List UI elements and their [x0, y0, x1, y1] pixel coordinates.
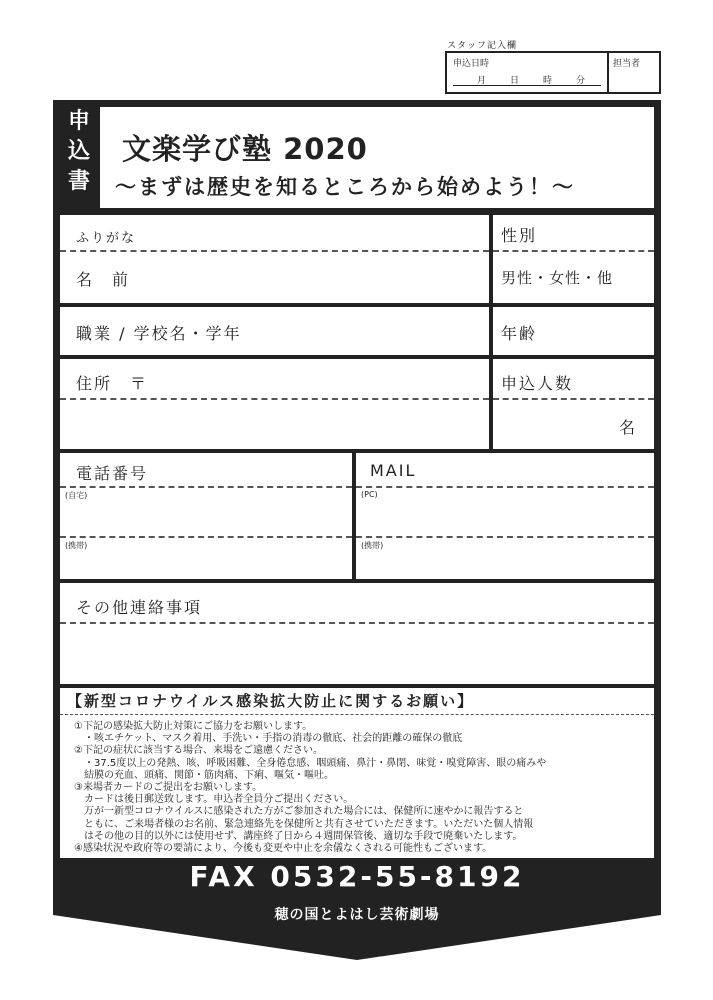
other-label: その他連絡事項: [76, 598, 203, 617]
venue-name: 穂の国とよはし芸術劇場: [274, 907, 440, 923]
page-title: 文楽学び塾 2020: [122, 132, 368, 166]
notice-line: ・咳エチケット、マスク着用、手洗い・手指の消毒の徹底、社会的距離の確保の徹底: [74, 733, 463, 745]
notice-line: カードは後日郵送致します。申込者全員分ご提出ください。: [74, 794, 354, 806]
applicants-cell[interactable]: [493, 359, 654, 449]
address-cell[interactable]: [60, 359, 489, 449]
mail-cell[interactable]: [356, 453, 654, 579]
staff-date-label: 申込日時: [453, 59, 490, 69]
notice-line: 万が一新型コロナウイルスに感染された方がご参加された場合には、保健所に速やかに報告すると: [74, 806, 524, 818]
other-dash: [60, 622, 654, 624]
other-cell[interactable]: [60, 583, 654, 684]
name-cell[interactable]: [60, 215, 489, 303]
pc-label: (PC): [361, 490, 378, 499]
name-label: 名 前: [76, 270, 131, 289]
notice-dash: [60, 714, 654, 715]
covid-notice: [60, 688, 654, 858]
notice-text: [74, 721, 649, 855]
home-label: (自宅): [65, 491, 88, 500]
notice-line: はその他の目的以外には使用せず、講座終了日から４週間保管後、適切な手段で廃棄いたします。: [74, 830, 523, 842]
phone-label: 電話番号: [76, 464, 149, 483]
notice-line: 結膜の充血、頭痛、関節・筋肉痛、下痢、嘔気・嘔吐。: [74, 769, 334, 781]
applicants-label: 申込人数: [501, 374, 574, 393]
mail-dash-2: [356, 536, 654, 538]
page-subtitle: ～まずは歴史を知るところから始めよう！～: [115, 175, 575, 199]
application-form: [53, 100, 661, 860]
fax-number: FAX 0532-55-8192: [189, 860, 525, 893]
footer-banner: [53, 860, 661, 960]
gender-options: 男性・女性・他: [501, 269, 614, 287]
staff-person-label: 担当者: [613, 59, 641, 69]
furigana-label: ふりがな: [76, 231, 137, 246]
staff-date-fields: 月 日 時 分: [477, 76, 588, 86]
notice-line: ・37.5度以上の発熱、咳、呼吸困難、全身倦怠感、咽頭痛、鼻汁・鼻閉、味覚・嗅覚障害、眼の痛みや: [74, 757, 547, 769]
address-label: 住所 〒: [76, 374, 149, 393]
apply-tag-text: 申込書: [68, 109, 91, 194]
applicants-dash: [493, 398, 654, 400]
notice-heading: 【新型コロナウイルス感染拡大防止に関するお願い】: [67, 692, 475, 710]
phone-cell[interactable]: [60, 453, 352, 579]
furigana-dash: [60, 250, 489, 252]
staff-box: [445, 51, 661, 94]
staff-date-line: [453, 85, 601, 86]
age-label: 年齢: [501, 324, 538, 343]
occupation-label: 職業 / 学校名・学年: [76, 324, 242, 343]
gender-label: 性別: [501, 226, 538, 245]
notice-line: ③来場者カードのご提出をお願いします。: [74, 782, 263, 794]
title-panel: [100, 107, 654, 208]
staff-caption: スタッフ記入欄: [447, 41, 518, 51]
notice-line: ①下記の感染拡大防止対策にご協力をお願いします。: [74, 721, 313, 732]
apply-tag: [60, 107, 98, 203]
mail-dash-1: [356, 486, 654, 488]
address-dash: [60, 398, 489, 400]
phone-dash-2: [60, 536, 352, 538]
staff-divider: [607, 53, 609, 92]
applicants-unit: 名: [619, 418, 638, 437]
mail-label: MAIL: [370, 461, 417, 480]
notice-line: ②下記の症状に該当する場合、来場をご遠慮ください。: [74, 745, 323, 757]
phone-dash-1: [60, 486, 352, 488]
gender-cell[interactable]: [493, 215, 654, 303]
notice-line: ④感染状況や政府等の要請により、今後も変更や中止を余儀なくされる可能性もございます。: [74, 843, 493, 855]
mobile-label-mail: (携帯): [361, 541, 384, 550]
mobile-label-phone: (携帯): [65, 541, 88, 550]
gender-dash: [493, 250, 654, 252]
notice-line: ともに、ご来場者様のお名前、緊急連絡先を保健所と共有させていただきます。いただいた個人情報: [74, 818, 534, 830]
age-cell[interactable]: [493, 307, 654, 355]
occupation-cell[interactable]: [60, 307, 489, 355]
